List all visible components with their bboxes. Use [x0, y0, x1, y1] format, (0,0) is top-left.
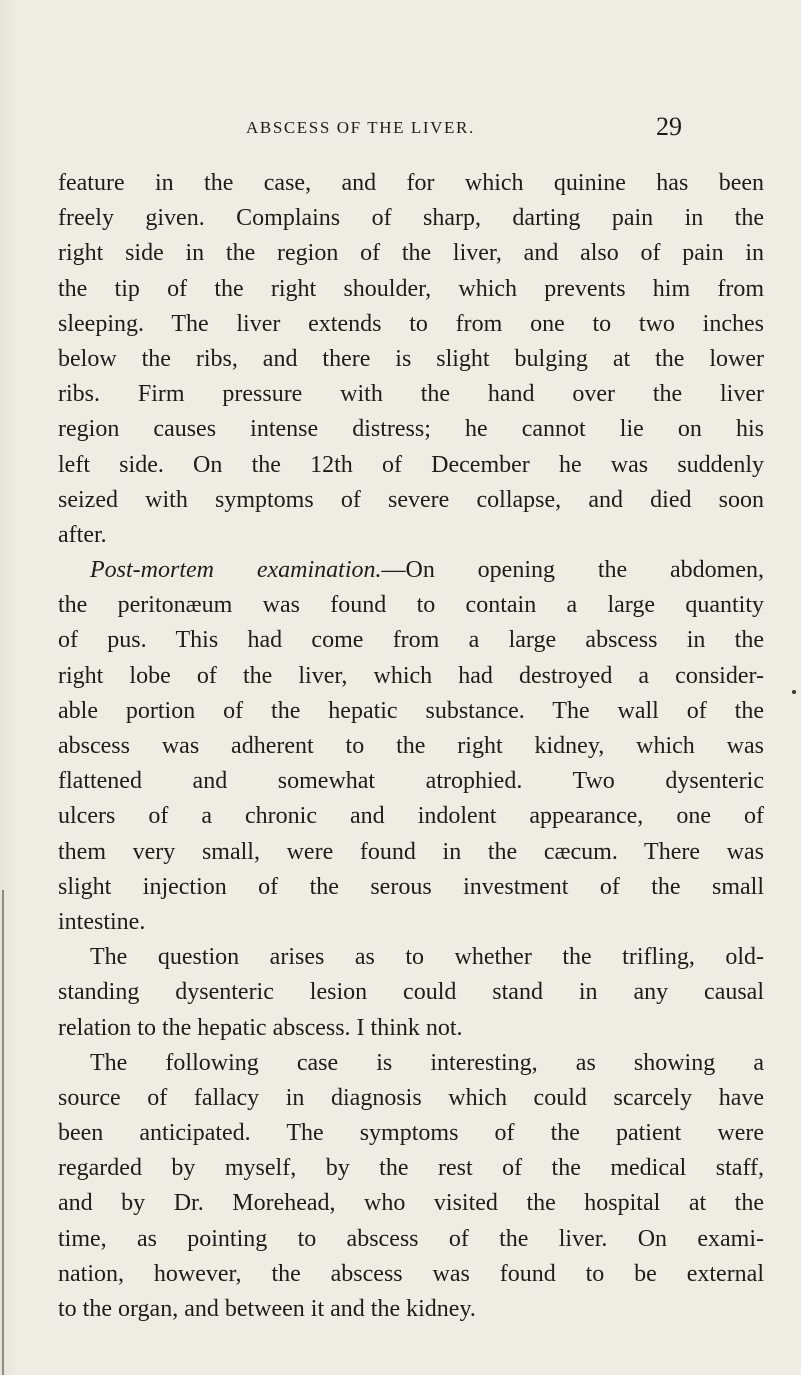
text-line-33: to the organ, and between it and the kidney.	[58, 1296, 476, 1322]
text-line-23: The question arises as to whether the trifling, old-	[90, 944, 764, 971]
text-line-5: sleeping. The liver extends to from one to two inches	[58, 310, 764, 337]
left-margin-rule	[2, 890, 4, 1375]
text-line-25: relation to the hepatic abscess. I think not.	[58, 1014, 463, 1041]
text-line-26: The following case is interesting, as showing a	[90, 1049, 764, 1076]
paper-speck	[792, 690, 796, 694]
text-line-24: standing dysenteric lesion could stand in any causal	[58, 979, 764, 1006]
text-line-21: slight injection of the serous investment of the small	[58, 873, 764, 900]
text-line-8: region causes intense distress; he cannot lie on his	[58, 416, 764, 443]
text-line-29: regarded by myself, by the rest of the medical staff,	[58, 1155, 764, 1182]
text-line-14: of pus. This had come from a large abscess in the	[58, 627, 764, 654]
text-line-20: them very small, were found in the cæcum. There was	[58, 838, 764, 865]
page-number: 29	[656, 112, 682, 141]
text-line-4: the tip of the right shoulder, which prevents him from	[58, 275, 764, 302]
text-line-17: abscess was adherent to the right kidney, which was	[58, 733, 764, 759]
text-line-18: flattened and somewhat atrophied. Two dysenteric	[58, 768, 764, 795]
text-line-16: able portion of the hepatic substance. The wall of the	[58, 697, 764, 724]
text-line-31: time, as pointing to abscess of the liver. On exami-	[58, 1225, 764, 1252]
running-head	[246, 112, 746, 146]
text-line-11: after.	[58, 521, 107, 548]
post-mortem-text: —On opening the abdomen,	[381, 557, 764, 584]
text-line-27: source of fallacy in diagnosis which could scarcely have	[58, 1084, 764, 1111]
text-line-32: nation, however, the abscess was found to be external	[58, 1260, 764, 1287]
text-line-13: the peritonæum was found to contain a large quantity	[58, 592, 764, 619]
body-text	[58, 166, 764, 1327]
post-mortem-line	[58, 553, 764, 588]
text-line-22: intestine.	[58, 908, 146, 935]
text-line-7: ribs. Firm pressure with the hand over the liver	[58, 381, 764, 408]
text-line-1: feature in the case, and for which quinine has been	[58, 170, 764, 196]
text-line-28: been anticipated. The symptoms of the patient were	[58, 1120, 764, 1147]
text-line-6: below the ribs, and there is slight bulging at the lower	[58, 345, 764, 372]
text-line-15: right lobe of the liver, which had destroyed a consider-	[58, 662, 764, 689]
post-mortem-heading: Post-mortem examination.	[90, 557, 382, 584]
text-line-30: and by Dr. Morehead, who visited the hospital at the	[58, 1190, 764, 1217]
text-line-3: right side in the region of the liver, and also of pain in	[58, 240, 764, 267]
running-title: ABSCESS OF THE LIVER.	[246, 118, 475, 137]
text-line-9: left side. On the 12th of December he was suddenly	[58, 451, 764, 478]
text-line-19: ulcers of a chronic and indolent appearance, one of	[58, 803, 764, 830]
text-line-10: seized with symptoms of severe collapse, and died soon	[58, 486, 764, 513]
text-line-2: freely given. Complains of sharp, darting pain in the	[58, 205, 764, 232]
